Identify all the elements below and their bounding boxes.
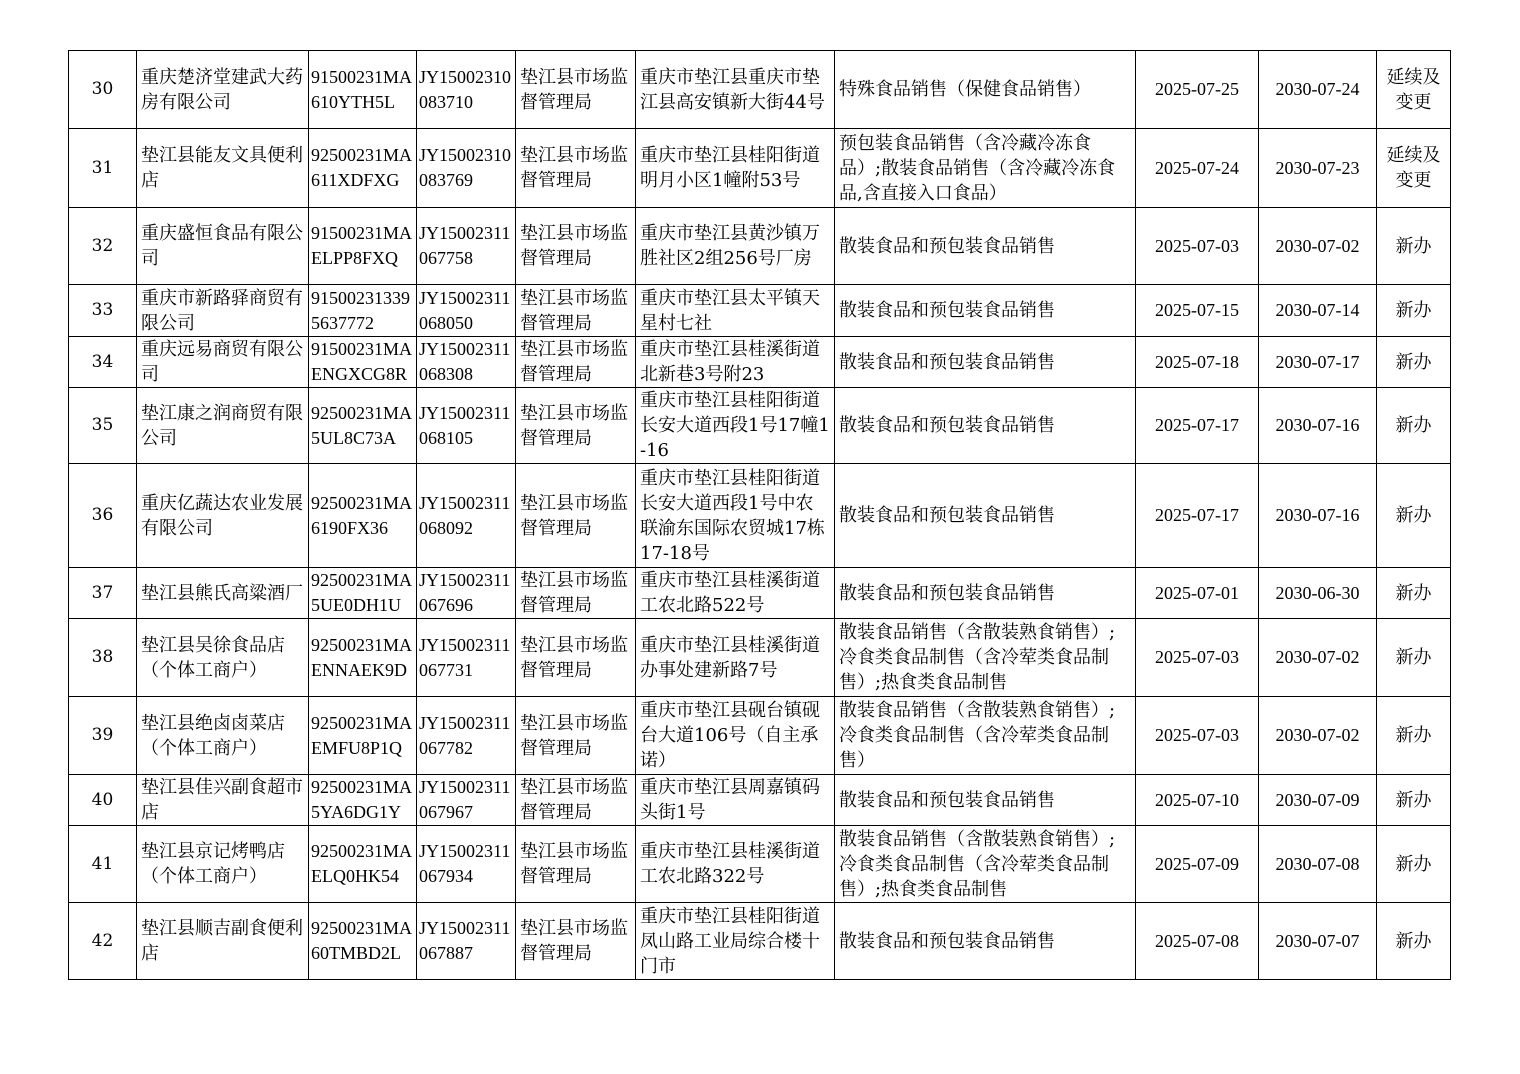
table-row (69, 619, 1451, 697)
business-scope-text: 散装食品和预包装食品销售 (839, 351, 1055, 373)
expiry-date (1259, 51, 1377, 129)
business-address (636, 51, 835, 129)
business-scope (835, 388, 1136, 464)
business-scope (835, 775, 1136, 826)
company-name-text: 垫江县佳兴副食超市店 (141, 777, 303, 823)
business-scope (835, 619, 1136, 697)
company-name (137, 129, 309, 208)
business-address (636, 826, 835, 903)
business-address-text: 重庆市垫江县桂阳街道长安大道西段1号中农联渝东国际农贸城17栋17-18号 (640, 467, 825, 564)
issue-date (1136, 208, 1259, 285)
issue-date-text: 2025-07-24 (1155, 157, 1239, 178)
business-scope-text: 散装食品和预包装食品销售 (839, 235, 1055, 257)
application-type (1377, 826, 1451, 903)
row-number (69, 903, 137, 980)
business-scope (835, 697, 1136, 775)
application-type (1377, 619, 1451, 697)
business-address (636, 903, 835, 980)
issuing-authority-text: 垫江县市场监督管理局 (520, 777, 628, 823)
credit-code (309, 568, 417, 619)
issuing-authority (516, 568, 636, 619)
company-name (137, 51, 309, 129)
license-number-text: JY15002311067782 (419, 712, 511, 758)
issue-date (1136, 903, 1259, 980)
business-scope (835, 826, 1136, 903)
issue-date (1136, 129, 1259, 208)
issue-date (1136, 697, 1259, 775)
expiry-date-text: 2030-07-02 (1275, 647, 1360, 667)
table-row (69, 51, 1451, 129)
credit-code-text: 92500231MA5UL8C73A (311, 402, 413, 448)
business-address (636, 464, 835, 568)
issuing-authority (516, 51, 636, 129)
row-number-text: 41 (91, 853, 114, 874)
expiry-date (1259, 285, 1377, 337)
credit-code (309, 129, 417, 208)
company-name-text: 重庆亿蔬达农业发展有限公司 (141, 492, 303, 539)
expiry-date-text: 2030-07-17 (1275, 351, 1360, 372)
license-number-text: JY15002311067758 (419, 223, 511, 268)
company-name (137, 568, 309, 619)
application-type-text: 新办 (1395, 930, 1432, 952)
expiry-date-text: 2030-07-16 (1275, 505, 1360, 525)
issue-date-text: 2025-07-17 (1155, 505, 1239, 525)
credit-code (309, 285, 417, 337)
company-name-text: 垫江康之润商贸有限公司 (141, 402, 303, 449)
company-name (137, 464, 309, 568)
application-type (1377, 285, 1451, 337)
company-name (137, 697, 309, 775)
row-number-text: 37 (91, 582, 114, 603)
business-scope (835, 129, 1136, 208)
row-number-text: 42 (91, 930, 114, 951)
table-row (69, 388, 1451, 464)
company-name (137, 903, 309, 980)
application-type (1377, 388, 1451, 464)
row-number-text: 40 (91, 789, 114, 810)
application-type (1377, 208, 1451, 285)
business-scope-text: 散装食品和预包装食品销售 (839, 505, 1055, 526)
business-scope (835, 208, 1136, 285)
company-name (137, 619, 309, 697)
expiry-date (1259, 619, 1377, 697)
business-scope-text: 散装食品销售（含散装熟食销售）;冷食类食品制售（含冷荤类食品制售）;热食类食品制售 (839, 828, 1116, 900)
business-scope-text: 散装食品和预包装食品销售 (839, 582, 1055, 604)
table-row (69, 775, 1451, 826)
issue-date-text: 2025-07-03 (1155, 647, 1239, 667)
table-row (69, 129, 1451, 208)
application-type-text: 新办 (1395, 789, 1432, 811)
license-number-text: JY15002311067731 (419, 634, 511, 680)
application-type-text: 新办 (1395, 725, 1432, 746)
business-scope (835, 337, 1136, 388)
issuing-authority (516, 337, 636, 388)
license-number (417, 388, 516, 464)
license-number-text: JY15002311068092 (419, 492, 511, 538)
issue-date (1136, 775, 1259, 826)
issuing-authority-text: 垫江县市场监督管理局 (520, 570, 628, 616)
business-address (636, 129, 835, 208)
license-number (417, 129, 516, 208)
expiry-date (1259, 208, 1377, 285)
company-name-text: 垫江县熊氏高粱酒厂 (141, 582, 303, 604)
row-number (69, 285, 137, 337)
business-address-text: 重庆市垫江县桂溪街道办事处建新路7号 (640, 634, 820, 681)
row-number-text: 35 (91, 415, 114, 435)
license-number (417, 697, 516, 775)
business-address (636, 388, 835, 464)
issue-date-text: 2025-07-15 (1155, 300, 1239, 320)
issuing-authority-text: 垫江县市场监督管理局 (520, 841, 628, 887)
business-address-text: 重庆市垫江县桂阳街道凤山路工业局综合楼十门市 (640, 905, 820, 977)
expiry-date-text: 2030-07-07 (1275, 930, 1360, 951)
issuing-authority (516, 697, 636, 775)
expiry-date-text: 2030-07-23 (1275, 157, 1360, 178)
license-number-text: JY15002311068050 (419, 287, 511, 333)
expiry-date (1259, 775, 1377, 826)
application-type-text: 新办 (1395, 647, 1432, 668)
issuing-authority (516, 388, 636, 464)
expiry-date-text: 2030-07-02 (1275, 235, 1360, 256)
issuing-authority-text: 垫江县市场监督管理局 (520, 339, 628, 385)
issuing-authority-text: 垫江县市场监督管理局 (520, 145, 628, 191)
company-name-text: 垫江县吴徐食品店（个体工商户） (141, 634, 285, 681)
expiry-date (1259, 464, 1377, 568)
license-number (417, 903, 516, 980)
company-name (137, 285, 309, 337)
issue-date (1136, 826, 1259, 903)
application-type-text: 新办 (1395, 300, 1432, 321)
license-number (417, 568, 516, 619)
business-address-text: 重庆市垫江县周嘉镇码头街1号 (640, 777, 820, 823)
application-type (1377, 903, 1451, 980)
license-number (417, 826, 516, 903)
issue-date-text: 2025-07-03 (1155, 235, 1239, 256)
row-number-text: 39 (91, 725, 114, 745)
company-name-text: 垫江县绝卤卤菜店（个体工商户） (141, 712, 285, 759)
credit-code (309, 464, 417, 568)
application-type-text: 新办 (1395, 351, 1432, 373)
application-type (1377, 51, 1451, 129)
issuing-authority-text: 垫江县市场监督管理局 (520, 918, 628, 964)
row-number (69, 208, 137, 285)
expiry-date (1259, 388, 1377, 464)
row-number (69, 337, 137, 388)
issuing-authority (516, 775, 636, 826)
table-row (69, 285, 1451, 337)
license-number (417, 51, 516, 129)
credit-code-text: 92500231MA5UE0DH1U (311, 570, 413, 615)
application-type (1377, 337, 1451, 388)
issue-date (1136, 464, 1259, 568)
company-name-text: 重庆楚济堂建武大药房有限公司 (141, 66, 303, 113)
company-name-text: 重庆远易商贸有限公司 (141, 339, 303, 385)
credit-code (309, 826, 417, 903)
business-address-text: 重庆市垫江县桂阳街道长安大道西段1号17幢1-16 (640, 390, 830, 461)
expiry-date-text: 2030-07-24 (1275, 79, 1360, 99)
issue-date-text: 2025-07-17 (1155, 415, 1239, 435)
business-address-text: 重庆市垫江县桂溪街道工农北路322号 (640, 841, 820, 887)
business-scope (835, 285, 1136, 337)
expiry-date (1259, 903, 1377, 980)
business-scope-text: 散装食品销售（含散装熟食销售）;冷食类食品制售（含冷荤类食品制售）;热食类食品制售 (839, 622, 1116, 693)
application-type (1377, 464, 1451, 568)
row-number-text: 34 (91, 351, 114, 372)
business-scope (835, 903, 1136, 980)
issuing-authority-text: 垫江县市场监督管理局 (520, 492, 628, 539)
company-name-text: 垫江县能友文具便利店 (141, 145, 303, 191)
business-address-text: 重庆市垫江县太平镇天星村七社 (640, 287, 820, 334)
issue-date-text: 2025-07-01 (1155, 582, 1239, 603)
license-number (417, 464, 516, 568)
issuing-authority (516, 208, 636, 285)
table-row (69, 697, 1451, 775)
expiry-date (1259, 568, 1377, 619)
company-name (137, 337, 309, 388)
row-number (69, 464, 137, 568)
business-scope-text: 散装食品和预包装食品销售 (839, 300, 1055, 321)
table-row (69, 903, 1451, 980)
application-type-text: 新办 (1395, 582, 1432, 604)
application-type-text: 延续及变更 (1386, 66, 1441, 113)
issuing-authority (516, 903, 636, 980)
business-address (636, 568, 835, 619)
issue-date-text: 2025-07-09 (1155, 853, 1239, 874)
credit-code-text: 91500231MA610YTH5L (311, 66, 413, 112)
issuing-authority-text: 垫江县市场监督管理局 (520, 287, 628, 334)
company-name-text: 重庆市新路驿商贸有限公司 (141, 287, 303, 334)
issue-date (1136, 568, 1259, 619)
license-number-text: JY15002310083769 (419, 145, 512, 190)
license-number-text: JY15002311068308 (419, 339, 511, 384)
issue-date (1136, 337, 1259, 388)
business-scope-text: 散装食品和预包装食品销售 (839, 415, 1055, 436)
license-number-text: JY15002310083710 (419, 66, 512, 112)
application-type (1377, 129, 1451, 208)
business-address-text: 重庆市垫江县桂溪街道工农北路522号 (640, 570, 820, 616)
credit-code (309, 208, 417, 285)
license-number-text: JY15002311067887 (419, 918, 511, 963)
credit-code (309, 388, 417, 464)
row-number (69, 826, 137, 903)
expiry-date-text: 2030-06-30 (1275, 582, 1360, 603)
business-scope-text: 散装食品销售（含散装熟食销售）;冷食类食品制售（含冷荤类食品制售） (839, 700, 1116, 771)
business-scope (835, 568, 1136, 619)
credit-code (309, 51, 417, 129)
credit-code-text: 91500231MAENGXCG8R (311, 339, 413, 384)
issue-date (1136, 51, 1259, 129)
company-name-text: 垫江县京记烤鸭店（个体工商户） (141, 841, 285, 887)
expiry-date-text: 2030-07-16 (1275, 415, 1360, 435)
row-number (69, 568, 137, 619)
expiry-date (1259, 337, 1377, 388)
table-row (69, 826, 1451, 903)
business-address (636, 775, 835, 826)
issuing-authority-text: 垫江县市场监督管理局 (520, 402, 628, 449)
row-number-text: 30 (91, 79, 114, 99)
credit-code-text: 91500231MAELPP8FXQ (311, 223, 413, 268)
business-scope-text: 特殊食品销售（保健食品销售） (839, 79, 1091, 100)
business-scope-text: 散装食品和预包装食品销售 (839, 930, 1055, 952)
issue-date (1136, 285, 1259, 337)
license-number-text: JY15002311067696 (419, 570, 511, 615)
business-address (636, 697, 835, 775)
issue-date (1136, 388, 1259, 464)
business-address-text: 重庆市垫江县重庆市垫江县高安镇新大街44号 (640, 66, 825, 113)
credit-code (309, 697, 417, 775)
expiry-date-text: 2030-07-14 (1275, 300, 1360, 320)
issue-date (1136, 619, 1259, 697)
company-name (137, 826, 309, 903)
application-type (1377, 568, 1451, 619)
expiry-date (1259, 826, 1377, 903)
row-number (69, 697, 137, 775)
company-name-text: 重庆盛恒食品有限公司 (141, 223, 303, 269)
credit-code-text: 92500231MAENNAEK9D (311, 634, 413, 680)
row-number-text: 32 (91, 235, 114, 256)
issuing-authority (516, 619, 636, 697)
application-type-text: 新办 (1395, 505, 1432, 526)
row-number-text: 36 (91, 505, 114, 525)
expiry-date-text: 2030-07-02 (1275, 725, 1360, 745)
business-scope (835, 51, 1136, 129)
issuing-authority (516, 826, 636, 903)
expiry-date-text: 2030-07-08 (1275, 853, 1360, 874)
company-name (137, 208, 309, 285)
issue-date-text: 2025-07-25 (1155, 79, 1239, 99)
credit-code-text: 92500231MAEMFU8P1Q (311, 712, 413, 758)
issuing-authority (516, 285, 636, 337)
company-name (137, 775, 309, 826)
business-address-text: 重庆市垫江县桂溪街道北新巷3号附23 (640, 339, 820, 385)
issuing-authority (516, 464, 636, 568)
credit-code-text: 92500231MA611XDFXG (311, 145, 413, 190)
business-scope (835, 464, 1136, 568)
table-row (69, 208, 1451, 285)
issue-date-text: 2025-07-03 (1155, 725, 1239, 745)
row-number (69, 619, 137, 697)
application-type-text: 新办 (1395, 415, 1432, 436)
issuing-authority-text: 垫江县市场监督管理局 (520, 223, 628, 269)
row-number-text: 33 (91, 300, 114, 320)
application-type-text: 新办 (1395, 853, 1432, 875)
business-address (636, 337, 835, 388)
table-row (69, 337, 1451, 388)
row-number (69, 51, 137, 129)
business-address-text: 重庆市垫江县黄沙镇万胜社区2组256号厂房 (640, 223, 820, 269)
business-scope-text: 散装食品和预包装食品销售 (839, 789, 1055, 811)
business-address-text: 重庆市垫江县砚台镇砚台大道106号（自主承诺） (640, 700, 820, 771)
row-number-text: 38 (91, 647, 114, 667)
row-number (69, 129, 137, 208)
expiry-date-text: 2030-07-09 (1275, 789, 1360, 810)
credit-code-text: 92500231MA6190FX36 (311, 492, 413, 538)
row-number-text: 31 (91, 157, 114, 178)
license-number (417, 285, 516, 337)
credit-code (309, 903, 417, 980)
credit-code-text: 915002313395637772 (311, 287, 410, 333)
application-type (1377, 697, 1451, 775)
license-number-text: JY15002311067967 (419, 777, 511, 822)
issuing-authority-text: 垫江县市场监督管理局 (520, 66, 628, 113)
credit-code (309, 775, 417, 826)
license-number (417, 208, 516, 285)
issuing-authority-text: 垫江县市场监督管理局 (520, 712, 628, 759)
row-number (69, 775, 137, 826)
business-address (636, 285, 835, 337)
application-type-text: 新办 (1395, 235, 1432, 257)
business-address (636, 619, 835, 697)
issue-date-text: 2025-07-10 (1155, 789, 1239, 810)
table-row (69, 568, 1451, 619)
business-address (636, 208, 835, 285)
credit-code (309, 337, 417, 388)
license-number-text: JY15002311068105 (419, 402, 511, 448)
row-number (69, 388, 137, 464)
license-number (417, 337, 516, 388)
credit-code (309, 619, 417, 697)
business-address-text: 重庆市垫江县桂阳街道明月小区1幢附53号 (640, 145, 820, 191)
issue-date-text: 2025-07-08 (1155, 930, 1239, 951)
business-scope-text: 预包装食品销售（含冷藏冷冻食品）;散装食品销售（含冷藏冷冻食品,含直接入口食品） (839, 132, 1116, 204)
application-type-text: 延续及变更 (1386, 145, 1441, 191)
license-number-text: JY15002311067934 (419, 841, 511, 886)
application-type (1377, 775, 1451, 826)
credit-code-text: 92500231MA60TMBD2L (311, 918, 413, 963)
credit-code-text: 92500231MA5YA6DG1Y (311, 777, 413, 822)
license-number (417, 619, 516, 697)
issuing-authority-text: 垫江县市场监督管理局 (520, 634, 628, 681)
credit-code-text: 92500231MAELQ0HK54 (311, 841, 413, 886)
license-number (417, 775, 516, 826)
table-row (69, 464, 1451, 568)
expiry-date (1259, 129, 1377, 208)
license-table (68, 50, 1451, 980)
issue-date-text: 2025-07-18 (1155, 351, 1239, 372)
company-name-text: 垫江县顺吉副食便利店 (141, 918, 303, 964)
issuing-authority (516, 129, 636, 208)
expiry-date (1259, 697, 1377, 775)
company-name (137, 388, 309, 464)
